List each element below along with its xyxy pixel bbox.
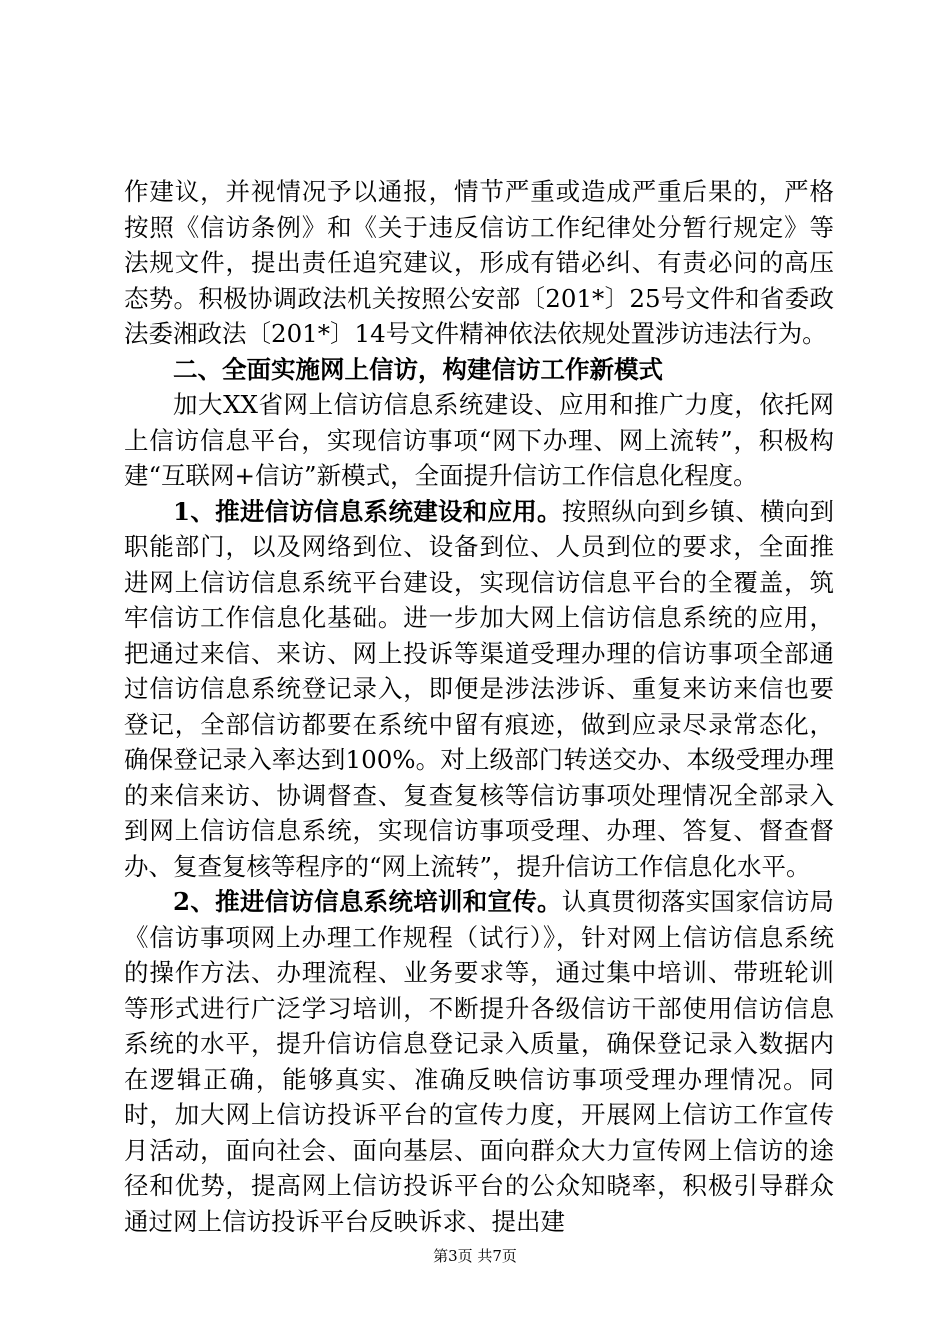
item1-text: 按照纵向到乡镇、横向到职能部门，以及网络到位、设备到位、人员到位的要求，全面推进网上信访信息系统平台建设，实现信访信息平台的全覆盖，筑牢信访工作信息化基础。进一步加大网上信访信息系统的应用，把通过来信、来访、网上投诉等渠道受理办理的信访事项全部通过信访信息系统登记录入，即便是涉法涉诉、重复来访来信也要登记，全部信访都要在系统中留有痕迹，做到应录尽录常态化，确保登记录入率达到100%。对上级部门转送交办、本级受理办理的来信来访、协调督查、复查复核等信访事项处理情况全部录入到网上信访信息系统，实现信访事项受理、办理、答复、督查督办、复查复核等程序的“网上流转”，提升信访工作信息化水平。 xyxy=(124,496,835,881)
intro-paragraph: 加大XX省网上信访信息系统建设、应用和推广力度，依托网上信访信息平台，实现信访事项“网下办理、网上流转”，积极构建“互联网+信访”新模式，全面提升信访工作信息化程度。 xyxy=(124,390,834,490)
item1-lead: 1、推进信访信息系统建设和应用。 xyxy=(173,496,562,526)
paragraph-continuation: 作建议，并视情况予以通报，情节严重或造成严重后果的，严格按照《信访条例》和《关于违反信访工作纪律处分暂行规定》等法规文件，提出责任追究建议，形成有错必纠、有责必问的高压态势。积极协调政法机关按照公安部〔201*〕25号文件和省委政法委湘政法〔201*〕14号文件精神依法依规处置涉访违法行为。 xyxy=(124,177,834,348)
document-body xyxy=(124,174,834,1239)
item2-text: 认真贯彻落实国家信访局《信访事项网上办理工作规程（试行）》，针对网上信访信息系统的操作方法、办理流程、业务要求等，通过集中培训、带班轮训等形式进行广泛学习培训，不断提升各级信访干部使用信访信息系统的水平，提升信访信息登记录入质量，确保登记录入数据内在逻辑正确，能够真实、准确反映信访事项受理办理情况。同时，加大网上信访投诉平台的宣传力度，开展网上信访工作宣传月活动，面向社会、面向基层、面向群众大力宣传网上信访的途径和优势，提高网上信访投诉平台的公众知晓率，积极引导群众通过网上信访投诉平台反映诉求、提出建 xyxy=(124,887,835,1236)
item2-paragraph xyxy=(124,884,834,1239)
item1-paragraph xyxy=(124,494,834,885)
section-heading: 二、全面实施网上信访，构建信访工作新模式 xyxy=(173,354,663,384)
page-footer: 第3页 共7页 xyxy=(433,1247,517,1265)
item2-lead: 2、推进信访信息系统培训和宣传。 xyxy=(173,887,562,916)
